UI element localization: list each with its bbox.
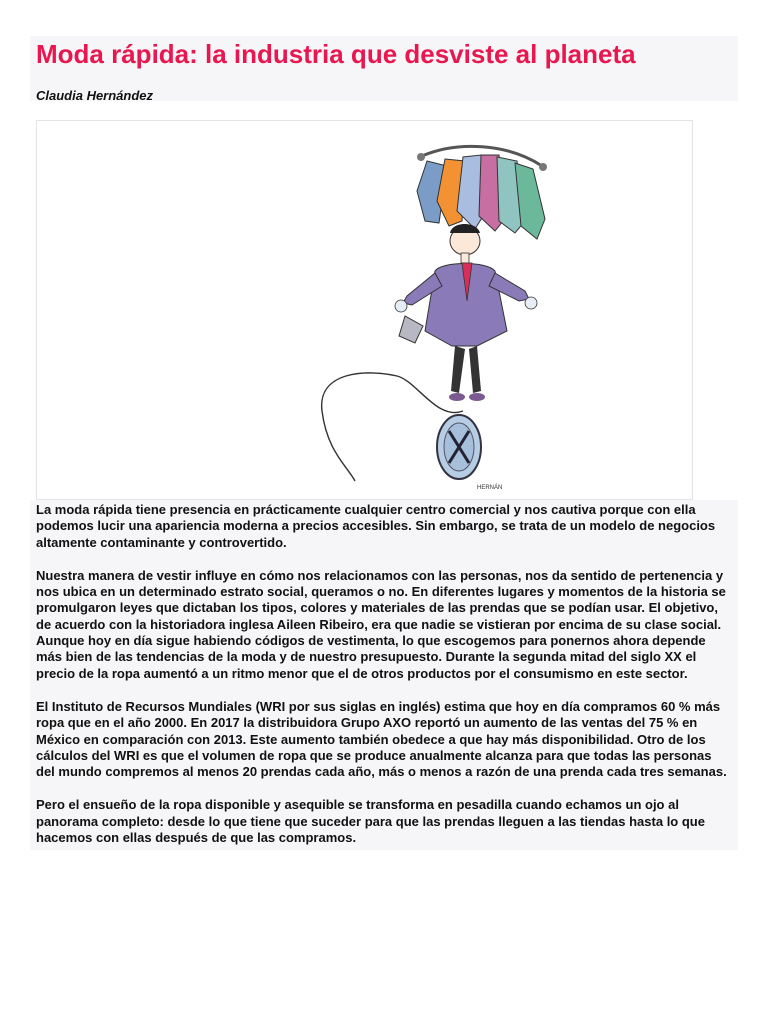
paragraph: Pero el ensueño de la ropa disponible y asequible se transforma en pesadilla cuando echamos un ojo al panorama completo: desde lo que tiene que suceder para que las prendas lleguen a las tiendas hasta lo que hacemos con ellas después de que las compramos. <box>36 797 705 846</box>
article-title: Moda rápida: la industria que desviste al planeta <box>36 39 636 69</box>
article-header <box>30 36 738 101</box>
article-author: Claudia Hernández <box>36 88 154 103</box>
paragraph: Nuestra manera de vestir influye en cómo nos relacionamos con las personas, nos da sentido de pertenencia y nos ubica en un determinado estrato social, queramos o no. En diferentes lugares y momentos de la historia se promulgaron leyes que dictaban los tipos, colores y materiales de las prendas que se podían usar. El objetivo, de acuerdo con la historiadora inglesa Aileen Ribeiro, era que nadie se vistieran por encima de su clase social. Aunque hoy en día sigue habiendo códigos de vestimenta, lo que escogemos para ponernos ahora depende más bien de las tendencias de la moda y de nuestro presupuesto. Durante la segunda mitad del siglo XX el precio de la ropa aumentó a un ritmo menor que el de otros productos por el consumismo en este sector. <box>36 567 726 681</box>
paragraph: El Instituto de Recursos Mundiales (WRI por sus siglas en inglés) estima que hoy en día compramos 60 % más ropa que en el año 2000. En 2017 la distribuidora Grupo AXO reportó un aumento de las ventas del 75 % en México en comparación con 2013. Este aumento también obedece a que hay más disponibilidad. Otro de los cálculos del WRI es que el volumen de ropa que se produce anualmente alcanza para que todas las personas del mundo compremos al menos 20 prendas cada año, más o menos a razón de una prenda cada tres semanas. <box>36 698 727 780</box>
fashion-illustration-icon <box>37 121 692 499</box>
illustration-signature: HERNÁN <box>477 485 503 491</box>
article-page <box>30 36 738 850</box>
paragraph: La moda rápida tiene presencia en prácticamente cualquier centro comercial y nos cautiva porque con ella podemos lucir una apariencia moderna a precios accesibles. Sin embargo, se trata de un modelo de negocios altamente contaminante y controvertido. <box>36 502 716 550</box>
article-illustration <box>36 120 693 500</box>
article-body <box>30 500 738 850</box>
